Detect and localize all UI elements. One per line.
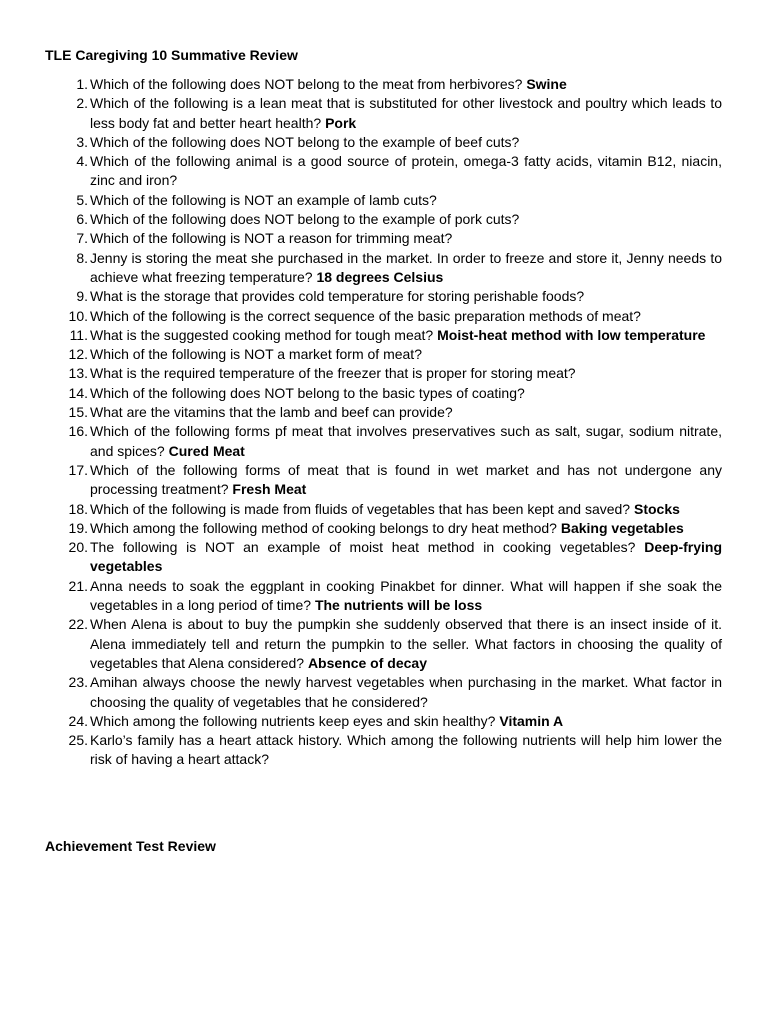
question-item — [45, 615, 722, 673]
question-text: Which of the following is the correct sequence of the basic preparation methods of meat? — [90, 307, 641, 324]
question-text: Jenny is storing the meat she purchased in the market. In order to freeze and store it, Jenny needs to achieve what freezing temperature? — [90, 249, 722, 285]
document-title: TLE Caregiving 10 Summative Review — [45, 47, 298, 63]
question-text: Which of the following is a lean meat that is substituted for other livestock and poultry which leads to less body fat and better heart health? — [90, 95, 722, 131]
question-number: 5. — [76, 191, 88, 208]
question-item — [45, 500, 722, 519]
question-item — [45, 249, 722, 288]
question-text: Which of the following does NOT belong to the example of pork cuts? — [90, 211, 520, 228]
question-text: Which among the following method of cooking belongs to dry heat method? — [90, 519, 557, 536]
question-number: 24. — [68, 712, 88, 729]
question-item — [45, 403, 722, 422]
question-answer: Baking vegetables — [560, 519, 684, 536]
question-number: 4. — [76, 153, 88, 170]
question-number: 21. — [68, 577, 88, 594]
question-text: Which of the following does NOT belong to the example of beef cuts? — [90, 133, 520, 150]
question-text: What are the vitamins that the lamb and beef can provide? — [90, 404, 453, 421]
question-item — [45, 307, 722, 326]
question-answer: Pork — [325, 114, 357, 131]
question-text: What is the storage that provides cold temperature for storing perishable foods? — [90, 288, 585, 305]
question-number: 1. — [76, 76, 88, 92]
question-item — [45, 191, 722, 210]
question-text: Which among the following nutrients keep eyes and skin healthy? — [90, 712, 496, 729]
question-number: 7. — [76, 230, 88, 247]
question-answer: Swine — [526, 76, 567, 92]
question-item — [45, 152, 722, 191]
question-item — [45, 731, 722, 770]
question-item — [45, 75, 722, 94]
question-item — [45, 287, 722, 306]
question-number: 8. — [76, 249, 88, 266]
question-text: What is the suggested cooking method for tough meat? — [90, 326, 434, 343]
question-text: Which of the following is NOT an example of lamb cuts? — [90, 191, 437, 208]
question-number: 15. — [68, 404, 88, 421]
question-item — [45, 133, 722, 152]
question-answer: Stocks — [633, 500, 680, 517]
question-number: 22. — [68, 616, 88, 633]
question-answer: Vitamin A — [499, 712, 564, 729]
question-number: 25. — [68, 732, 88, 749]
question-item — [45, 538, 722, 577]
question-text: Which of the following forms of meat that is found in wet market and has not undergone any processing treatment? — [90, 461, 722, 498]
question-text: Which of the following does NOT belong to the basic types of coating? — [90, 384, 525, 401]
question-text: What is the required temperature of the freezer that is proper for storing meat? — [90, 365, 576, 382]
question-text: Which of the following forms pf meat that involves preservatives such as salt, sugar, sodium nitrate, and spices? — [90, 423, 722, 459]
question-number: 16. — [68, 423, 88, 440]
question-number: 14. — [68, 384, 88, 401]
section-title: Achievement Test Review — [45, 838, 216, 854]
question-text: Which of the following is made from fluids of vegetables that has been kept and saved? — [90, 500, 631, 517]
question-number: 20. — [68, 539, 88, 556]
question-text: When Alena is about to buy the pumpkin she suddenly observed that there is an insect inside of it. Alena immediately tell and return the pumpkin to the seller. What factors in choosing the quality of vegetables that Alena considered? — [90, 616, 722, 671]
question-number: 13. — [68, 365, 88, 382]
question-item — [45, 712, 722, 731]
question-text: Karlo’s family has a heart attack history. Which among the following nutrients will help him lower the risk of having a heart attack? — [90, 732, 722, 768]
question-item — [45, 345, 722, 364]
question-number: 10. — [68, 307, 88, 324]
question-answer: The nutrients will be loss — [314, 597, 483, 614]
question-item — [45, 673, 722, 712]
question-answer: Moist-heat method with low temperature — [437, 326, 706, 343]
question-number: 17. — [68, 461, 88, 478]
question-text: Which of the following is NOT a market form of meat? — [90, 346, 422, 363]
question-answer: Absence of decay — [307, 654, 427, 671]
question-text: Which of the following does NOT belong to the meat from herbivores? — [90, 76, 523, 92]
question-item — [45, 461, 722, 500]
question-answer: Fresh Meat — [232, 481, 307, 498]
question-list — [45, 75, 722, 770]
question-number: 11. — [69, 326, 88, 343]
question-text: Amihan always choose the newly harvest vegetables when purchasing in the market. What factor in choosing the quality of vegetables that he considered? — [90, 674, 722, 710]
question-number: 23. — [68, 674, 88, 691]
question-text: Which of the following is NOT a reason for trimming meat? — [90, 230, 453, 247]
question-text: The following is NOT an example of moist heat method in cooking vegetables? — [90, 539, 636, 556]
question-item — [45, 519, 722, 538]
question-answer: Cured Meat — [168, 442, 245, 459]
question-number: 18. — [68, 500, 88, 517]
question-item — [45, 210, 722, 229]
question-number: 12. — [68, 346, 88, 363]
question-number: 3. — [76, 133, 88, 150]
question-item — [45, 384, 722, 403]
question-text: Which of the following animal is a good source of protein, omega-3 fatty acids, vitamin B12, niacin, zinc and iron? — [90, 153, 722, 189]
question-item — [45, 94, 722, 133]
question-item — [45, 229, 722, 248]
question-answer: Deep-frying vegetables — [90, 539, 723, 575]
question-number: 6. — [76, 211, 88, 228]
question-answer: 18 degrees Celsius — [316, 268, 444, 285]
question-item — [45, 326, 722, 345]
question-item — [45, 364, 722, 383]
question-text: Anna needs to soak the eggplant in cooking Pinakbet for dinner. What will happen if she soak the vegetables in a long period of time? — [90, 577, 722, 614]
question-number: 9. — [76, 288, 88, 305]
question-item — [45, 577, 722, 616]
question-number: 2. — [76, 95, 88, 112]
question-item — [45, 422, 722, 461]
question-number: 19. — [68, 519, 88, 536]
